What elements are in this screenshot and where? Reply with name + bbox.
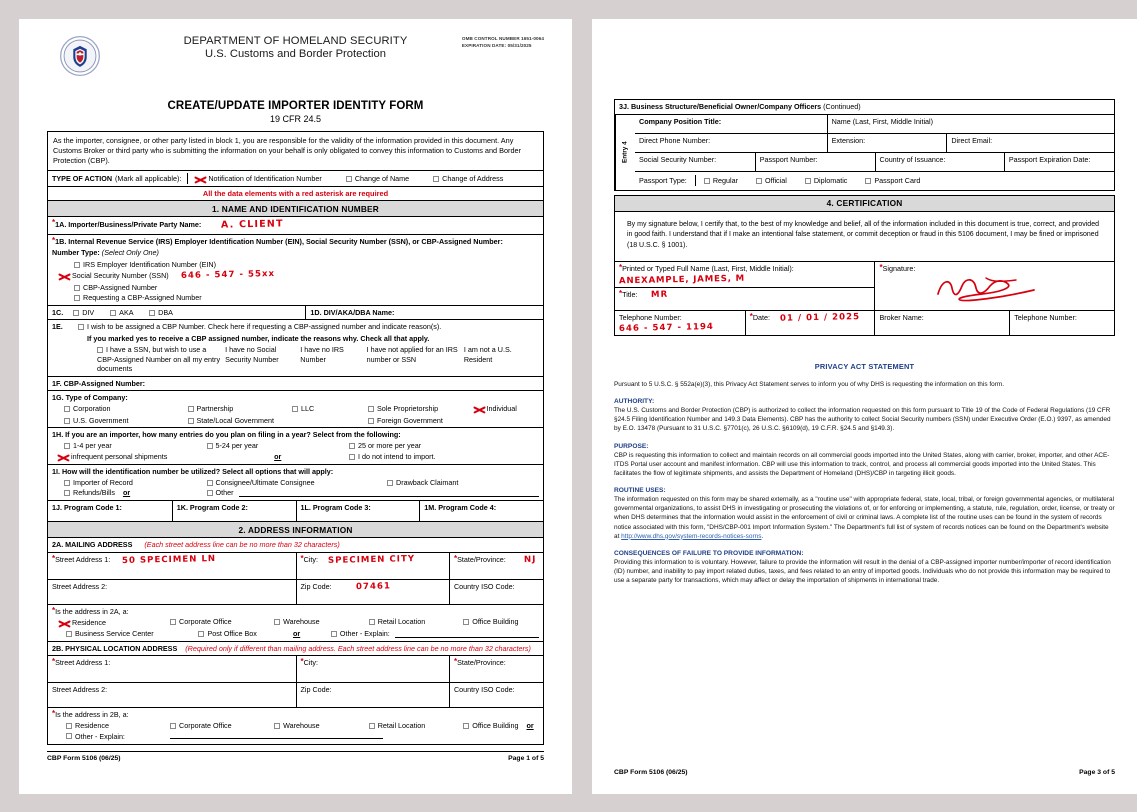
action-option-notification[interactable]: Notification of Identification Number xyxy=(208,173,322,183)
passport-type-official[interactable]: Official xyxy=(764,175,787,185)
form-cfr-reference: 19 CFR 24.5 xyxy=(269,114,322,124)
checkbox-warehouse-2b[interactable] xyxy=(274,723,280,729)
dhs-seal-icon xyxy=(59,35,101,77)
field-1e-text: I wish to be assigned a CBP Number. Check here if requesting a CBP-assigned number and indicate reason(s). xyxy=(87,322,442,332)
certification-name-row: *Printed or Typed Full Name (Last, First, Middle Initial): ANEXAMPLE, JAMES, M *Title: MR *Signature: xyxy=(615,261,1114,310)
field-1i-or: or xyxy=(122,488,131,498)
use-refunds-bills[interactable]: Refunds/Bills xyxy=(73,488,115,498)
section-4-table xyxy=(614,195,1115,337)
field-2a-or: or xyxy=(293,629,301,639)
checkbox-do-not-import[interactable] xyxy=(349,454,355,460)
consequences-body: Providing this information to is voluntary. However, failure to provide the information will result in the denial of a CBP-assigned importer number/importer of record identification (ID) number, and inability to pay import related duties, taxes, and fees related to an entry of imported goods. Individuals who do not provide this information may be required to use a separate party for transactions, which may affect or delay the importation of shipments in international trade. xyxy=(614,558,1111,585)
mailing-state-value[interactable]: NJ xyxy=(523,554,537,565)
checkbox-ein[interactable] xyxy=(74,262,80,268)
checkbox-foreign-government[interactable] xyxy=(368,418,374,424)
field-1c-label: 1C. xyxy=(52,307,64,317)
cert-phone-value[interactable]: 646 - 547 - 1194 xyxy=(618,321,714,334)
program-code-1-label: 1J. Program Code 1: xyxy=(52,502,122,512)
company-type-foreign-government[interactable]: Foreign Government xyxy=(377,415,443,425)
section-3j-heading: 3J. Business Structure/Beneficial Owner/Company Officers xyxy=(619,102,822,111)
company-type-individual[interactable]: Individual xyxy=(486,404,517,414)
addr-type-other-2b[interactable]: Other - Explain: xyxy=(75,731,125,741)
broker-name-label: Broker Name: xyxy=(879,313,924,322)
passport-type-card[interactable]: Passport Card xyxy=(874,175,921,185)
number-type-hint: (Select Only One) xyxy=(101,248,159,258)
mailing-address-type-block: *Is the address in 2A, a: Residence Corporate Office Warehouse Retail Location Office Building Business Service Center Post Office Box or Other - Explain: xyxy=(48,604,543,641)
routine-uses-text-2: . xyxy=(761,532,764,540)
addr-type-corporate-2b[interactable]: Corporate Office xyxy=(179,720,232,730)
addr-type-corporate-2a[interactable]: Corporate Office xyxy=(179,617,232,627)
addr-type-residence-2a[interactable]: Residence xyxy=(72,617,106,627)
mailing-zip-label: Zip Code: xyxy=(300,581,332,591)
entries-5-24[interactable]: 5-24 per year xyxy=(215,440,259,450)
section-3j-continued: (Continued) xyxy=(823,102,861,111)
type-of-action-row xyxy=(48,170,543,186)
checkbox-cbp-assigned[interactable] xyxy=(74,285,80,291)
physical-city-label: City: xyxy=(303,658,318,668)
checkbox-passport-diplomatic[interactable] xyxy=(805,178,811,184)
checkbox-passport-regular[interactable] xyxy=(704,178,710,184)
field-2b-type-label: Is the address in 2B, a: xyxy=(55,710,129,720)
mailing-street2-label: Street Address 2: xyxy=(52,581,108,591)
checkbox-1e-request[interactable] xyxy=(78,324,84,330)
addr-other-input-2a[interactable] xyxy=(395,630,539,638)
x-mark-icon-individual xyxy=(473,404,486,415)
direct-phone-label[interactable]: Direct Phone Number: xyxy=(639,135,711,145)
physical-street1-label: Street Address 1: xyxy=(55,658,111,668)
form-page-1 xyxy=(19,19,572,794)
omb-control-block xyxy=(462,35,544,49)
mailing-state-label: State/Province: xyxy=(457,554,506,564)
passport-type-regular[interactable]: Regular xyxy=(712,175,738,185)
use-other-input[interactable] xyxy=(239,489,539,497)
physical-street2-label: Street Address 2: xyxy=(52,685,108,695)
action-option-change-of-name[interactable]: Change of Name xyxy=(354,173,410,183)
addr-type-residence-2b[interactable]: Residence xyxy=(75,720,109,730)
entries-do-not-import[interactable]: I do not intend to import. xyxy=(358,451,436,461)
footer-page-number-left: Page 1 of 5 xyxy=(508,754,544,762)
checkbox-change-of-address[interactable] xyxy=(433,176,439,182)
omb-expiration-date: EXPIRATION DATE: 05/31/2025 xyxy=(461,43,532,49)
entries-infrequent[interactable]: infrequent personal shipments xyxy=(71,451,168,461)
addr-type-warehouse-2a[interactable]: Warehouse xyxy=(283,617,320,627)
checkbox-aka[interactable] xyxy=(110,310,116,316)
cert-name-label: Printed or Typed Full Name (Last, First, Middle Initial): xyxy=(622,264,794,273)
addr-type-warehouse-2b[interactable]: Warehouse xyxy=(283,720,320,730)
mailing-zip-value[interactable]: 07461 xyxy=(355,580,391,592)
officer-name-label[interactable]: Name (Last, First, Middle Initial) xyxy=(827,115,1114,133)
field-1a-row: *1A. Importer/Business/Private Party Name: A. CLIENT xyxy=(52,218,285,231)
field-1b-ssn-value[interactable]: 646 - 547 - 55xx xyxy=(180,269,275,282)
company-type-state-local[interactable]: State/Local Government xyxy=(196,415,275,425)
physical-address-type-block: *Is the address in 2B, a: Residence Corporate Office Warehouse Retail Location Office Building or Other - Explain: xyxy=(48,707,543,744)
addr-other-input-2b[interactable] xyxy=(170,731,383,739)
addr-type-other-2a[interactable]: Other - Explain: xyxy=(339,629,390,639)
red-asterisk-notice: All the data elements with a red asterisk are required xyxy=(48,186,543,200)
x-mark-icon-infrequent xyxy=(57,451,70,462)
x-mark-icon-residence-2a xyxy=(58,617,71,628)
passport-expiration-label[interactable]: Passport Expiration Date: xyxy=(1004,153,1114,171)
mailing-country-label: Country ISO Code: xyxy=(453,581,515,591)
checkbox-entries-25-plus[interactable] xyxy=(349,443,355,449)
checkbox-state-local-government[interactable] xyxy=(188,418,194,424)
field-1a-label: 1A. Importer/Business/Private Party Name: xyxy=(55,220,202,230)
certification-statement-row xyxy=(615,212,1114,262)
field-1g-block xyxy=(48,390,543,427)
checkbox-retail-2a[interactable] xyxy=(369,619,375,625)
field-2a-note: (Each street address line can be no more than 32 characters) xyxy=(144,540,340,550)
checkbox-refunds-bills[interactable] xyxy=(64,490,70,496)
certification-statement: By my signature below, I certify that, to the best of my knowledge and belief, all of the information included in this document is true, correct, and provided in good faith. I understand that if I make an intentional false statement, or commit deception or fraud in this 5106 document, I may be fined or imprisoned (18 U.S.C. § 1001). xyxy=(627,220,1099,249)
checkbox-dba[interactable] xyxy=(149,310,155,316)
section-3j-heading-row xyxy=(615,100,1114,114)
checkbox-other-2a[interactable] xyxy=(331,631,337,637)
form-header xyxy=(47,29,544,91)
cert-date-label: Date: xyxy=(752,313,771,322)
field-1b-block: *1B. Internal Revenue Service (IRS) Employer Identification Number (EIN), Social Security Number (SSN), or CBP-Assigned Number: Number Type: (Select Only One) IRS Employer Identification Number (EIN) Social Security Number (SSN) 646 - 547 - 55xx CBP-Assigned Number Requesting a CBP-Assigned Number xyxy=(48,234,543,305)
field-1h-or: or xyxy=(274,451,282,461)
section-2-heading: 2. ADDRESS INFORMATION xyxy=(48,521,543,538)
officer-ssn-label[interactable]: Social Security Number: xyxy=(639,154,717,164)
consequences-heading: CONSEQUENCES OF FAILURE TO PROVIDE INFORMATION: xyxy=(614,549,804,557)
agency-name-line2: U.S. Customs and Border Protection xyxy=(205,48,386,60)
checkbox-llc[interactable] xyxy=(292,406,298,412)
privacy-act-intro: Pursuant to 5 U.S.C. § 552a(e)(3), this Privacy Act Statement serves to inform you of why DHS is requesting the information on this form. xyxy=(614,381,1004,388)
option-dba[interactable]: DBA xyxy=(158,307,173,317)
entries-25-plus[interactable]: 25 or more per year xyxy=(358,440,422,450)
program-code-2-label: 1K. Program Code 2: xyxy=(176,502,248,512)
checkbox-office-building-2b[interactable] xyxy=(463,723,469,729)
cert-signature-label: Signature: xyxy=(882,264,916,273)
checkbox-requesting-cbp[interactable] xyxy=(74,295,80,301)
checkbox-change-of-name[interactable] xyxy=(346,176,352,182)
physical-country-label: Country ISO Code: xyxy=(453,685,515,695)
field-1e-subheading: If you marked yes to receive a CBP assigned number, indicate the reasons why. Check all that apply. xyxy=(87,333,430,343)
use-importer-of-record[interactable]: Importer of Record xyxy=(73,477,133,487)
omb-control-number: OMB CONTROL NUMBER 1651-0064 xyxy=(461,36,544,41)
checkbox-other-use[interactable] xyxy=(207,490,213,496)
company-type-partnership[interactable]: Partnership xyxy=(196,403,234,413)
physical-state-label: State/Province: xyxy=(457,658,506,668)
number-type-requesting-cbp[interactable]: Requesting a CBP-Assigned Number xyxy=(83,293,202,303)
mailing-address-line1-row: *Street Address 1: 50 SPECIMEN LN *City: SPECIMEN CITY *State/Province: NJ xyxy=(48,552,543,579)
routine-uses-heading: ROUTINE USES: xyxy=(614,487,666,495)
checkbox-po-box-2a[interactable] xyxy=(198,631,204,637)
reason-1[interactable]: I have a SSN, but wish to use a CBP-Assigned Number on all my entry documents xyxy=(97,345,221,374)
checkbox-importer-of-record[interactable] xyxy=(64,480,70,486)
number-type-cbp-assigned[interactable]: CBP-Assigned Number xyxy=(83,282,158,292)
checkbox-other-2b[interactable] xyxy=(66,733,72,739)
mailing-street1-label: Street Address 1: xyxy=(55,554,111,564)
physical-zip-label: Zip Code: xyxy=(300,685,332,695)
checkbox-residence-2b[interactable] xyxy=(66,723,72,729)
section-3j-table xyxy=(614,99,1115,191)
agency-name-line1: DEPARTMENT OF HOMELAND SECURITY xyxy=(183,35,408,47)
number-type-label: Number Type: xyxy=(52,248,100,258)
cert-title-label: Title: xyxy=(622,290,638,299)
form-title: CREATE/UPDATE IMPORTER IDENTITY FORM xyxy=(167,100,424,112)
cert-date-value[interactable]: 01 / 01 / 2025 xyxy=(779,312,861,324)
cert-phone-label: Telephone Number: xyxy=(619,313,682,322)
certification-contact-row: Telephone Number: 646 - 547 - 1194 *Date: 01 / 01 / 2025 Broker Name: Telephone Number: xyxy=(615,310,1114,335)
checkbox-partnership[interactable] xyxy=(188,406,194,412)
checkbox-corporate-office-2a[interactable] xyxy=(170,619,176,625)
option-aka[interactable]: AKA xyxy=(119,307,134,317)
use-other[interactable]: Other xyxy=(215,488,234,498)
field-2a-type-label: Is the address in 2A, a: xyxy=(55,606,129,616)
dhs-sorn-link[interactable]: http://www.dhs.gov/system-records-notices-sorns xyxy=(621,532,762,540)
field-2a-label: 2A. MAILING ADDRESS xyxy=(52,540,133,550)
field-1h-label: 1H. If you are an importer, how many entries do you plan on filing in a year? Select from the following: xyxy=(52,430,401,440)
checkbox-sole-proprietorship[interactable] xyxy=(368,406,374,412)
physical-address-label-row xyxy=(48,641,543,656)
field-1h-block xyxy=(48,427,543,464)
checkbox-corporate-office-2b[interactable] xyxy=(170,723,176,729)
reason-2[interactable]: I have no Social Security Number xyxy=(225,345,279,364)
broker-phone-label: Telephone Number: xyxy=(1014,313,1077,322)
program-codes-row xyxy=(48,500,543,522)
mailing-city-label: City: xyxy=(303,554,318,564)
mailing-address-line2-row xyxy=(48,579,543,604)
program-code-3-label: 1L. Program Code 3: xyxy=(300,502,371,512)
cert-title-value[interactable]: MR xyxy=(651,289,669,301)
field-1b-label: 1B. Internal Revenue Service (IRS) Employer Identification Number (EIN), Social Security Number (SSN), or CBP-Assigned Number: xyxy=(55,236,503,246)
field-2b-note: (Required only if different than mailing address. Each street address line can be no more than 32 characters) xyxy=(185,643,531,653)
mailing-city-value[interactable]: SPECIMEN CITY xyxy=(327,553,416,566)
mailing-address-label-row xyxy=(48,538,543,552)
type-of-action-label: TYPE OF ACTION xyxy=(52,173,113,183)
field-1f-label: 1F. CBP-Assigned Number: xyxy=(52,378,146,388)
field-1e-block xyxy=(48,319,543,376)
field-2b-or: or xyxy=(526,720,534,730)
purpose-heading: PURPOSE: xyxy=(614,442,649,450)
field-1i-label: 1I. How will the identification number be utilized? Select all options that will apply: xyxy=(52,467,334,477)
mailing-street1-value[interactable]: 50 SPECIMEN LN xyxy=(122,553,217,566)
checkbox-retail-2b[interactable] xyxy=(369,723,375,729)
passport-type-label: Passport Type: xyxy=(639,175,687,185)
section-1-heading: 1. NAME AND IDENTIFICATION NUMBER xyxy=(48,200,543,217)
section-4-heading: 4. CERTIFICATION xyxy=(615,196,1114,212)
checkbox-div[interactable] xyxy=(73,310,79,316)
purpose-body: CBP is requesting this information to collect and maintain records on all commercial goods imported into the United States, along with carrier, broker, importer, and other ACE-ITDS Portal user account and manifest information. CBP will use this information to track, control, and process all commercial goods imported into the United States. This facilitates the flow of legitimate shipments, and assists the Department of Homeland (DHS)/CBP in targeting illicit goods. xyxy=(614,451,1110,477)
option-div[interactable]: DIV xyxy=(82,307,95,317)
intro-paragraph: As the importer, consignee, or other party listed in block 1, you are responsible for the validity of the information provided in this document. Any Customs Broker or third party who is submitting the information on your behalf is only obligated to convey this information to Customs and Border Protection (CBP). xyxy=(53,136,522,166)
field-1i-block xyxy=(48,464,543,500)
checkbox-entries-5-24[interactable] xyxy=(207,443,213,449)
entry-4-tab: Entry 4 xyxy=(615,115,635,190)
routine-uses-text-1: The information requested on this form may be shared externally, as a "routine use" with appropriate federal, state, local, tribal, or foreign governmental agencies, or multilateral governmental organizations, to assist DHS in investigating or prosecuting the violations of, or for enforcing or implementing, a statute, rule, regulation, order, license, or treaty or when DHS determines that the information would assist in the enforcement of civil or criminal laws. A complete list of the routine uses can be found in the system of records notice associated with this form, "DHS/CBP-001 Import Information System." The Department's full list of system of records notices can be found on the Department's website at xyxy=(614,496,1115,540)
company-type-us-government[interactable]: U.S. Government xyxy=(73,415,129,425)
x-mark-icon-ssn xyxy=(58,270,71,281)
form-page-3 xyxy=(592,19,1137,794)
addr-type-po-box-2a[interactable]: Post Office Box xyxy=(207,629,257,639)
company-type-sole-proprietorship[interactable]: Sole Proprietorship xyxy=(377,403,439,413)
type-of-action-hint: (Mark all applicable): xyxy=(115,173,182,183)
checkbox-consignee[interactable] xyxy=(207,480,213,486)
authority-body: The U.S. Customs and Border Protection (CBP) is authorized to collect the information requested on this form pursuant to Title 19 of the Code of Federal Regulations (19 CFR §24.5 Filing Identification Number and 149.3 Data Elements). CBP has the authority to collect Social Security numbers (SSN) under Executive Order (E.O.) 9397, as amended by E.O. 13478 (Pursuant to 31 U.S.C. §7701(c), 26 U.S.C. §6109(d), 19 C.F.R. §24.5 and §149.3). xyxy=(614,407,1111,433)
footer-form-id-left: CBP Form 5106 (06/25) xyxy=(47,754,121,762)
action-option-change-of-address[interactable]: Change of Address xyxy=(442,173,504,183)
number-type-ssn[interactable]: Social Security Number (SSN) xyxy=(72,271,169,281)
checkbox-business-service-2a[interactable] xyxy=(66,631,72,637)
passport-type-diplomatic[interactable]: Diplomatic xyxy=(813,175,848,185)
addr-type-business-service-2a[interactable]: Business Service Center xyxy=(75,629,154,639)
addr-type-retail-2a[interactable]: Retail Location xyxy=(377,617,426,627)
field-2b-label: 2B. PHYSICAL LOCATION ADDRESS xyxy=(52,643,178,653)
footer-page-1 xyxy=(47,751,544,762)
addr-type-office-building-2a[interactable]: Office Building xyxy=(472,617,519,627)
extension-label[interactable]: Extension: xyxy=(827,134,947,152)
field-1c-1d-row xyxy=(48,305,543,320)
field-1g-label: 1G. Type of Company: xyxy=(52,393,128,403)
use-drawback-claimant[interactable]: Drawback Claimant xyxy=(396,477,459,487)
addr-type-office-building-2b[interactable]: Office Building xyxy=(472,720,519,730)
checkbox-passport-card[interactable] xyxy=(865,178,871,184)
checkbox-office-building-2a[interactable] xyxy=(463,619,469,625)
cert-name-value[interactable]: ANEXAMPLE, JAMES, M xyxy=(618,273,745,286)
checkbox-corporation[interactable] xyxy=(64,406,70,412)
x-mark-icon-notification xyxy=(194,173,207,184)
position-title-label[interactable]: Company Position Title: xyxy=(639,116,722,126)
company-type-llc[interactable]: LLC xyxy=(301,403,315,413)
checkbox-us-government[interactable] xyxy=(64,418,70,424)
footer-page-3 xyxy=(614,766,1115,776)
footer-form-id-right: CBP Form 5106 (06/25) xyxy=(614,769,688,776)
reason-4[interactable]: I have not applied for an IRS number or SSN xyxy=(366,345,458,364)
field-1d-label: 1D. DIV/AKA/DBA Name: xyxy=(310,307,395,317)
checkbox-entries-1-4[interactable] xyxy=(64,443,70,449)
form-body-table xyxy=(47,131,544,745)
entries-1-4[interactable]: 1-4 per year xyxy=(73,440,112,450)
privacy-act-title: PRIVACY ACT STATEMENT xyxy=(814,362,915,371)
field-1e-label: 1E. xyxy=(52,322,63,332)
footer-page-number-right: Page 3 of 5 xyxy=(1079,769,1115,776)
use-consignee[interactable]: Consignee/Ultimate Consignee xyxy=(215,477,315,487)
physical-address-line1-row: *Street Address 1: *City: *State/Province: xyxy=(48,655,543,682)
passport-number-label[interactable]: Passport Number: xyxy=(755,153,875,171)
checkbox-drawback-claimant[interactable] xyxy=(387,480,393,486)
section-3j-entry-body xyxy=(615,114,1114,190)
company-type-corporation[interactable]: Corporation xyxy=(73,403,111,413)
number-type-ein[interactable]: IRS Employer Identification Number (EIN) xyxy=(83,259,217,269)
field-1f-row xyxy=(48,376,543,391)
physical-address-line2-row xyxy=(48,682,543,707)
reason-3[interactable]: I have no IRS Number xyxy=(300,345,344,364)
addr-type-retail-2b[interactable]: Retail Location xyxy=(377,720,426,730)
country-issuance-label[interactable]: Country of Issuance: xyxy=(875,153,1004,171)
direct-email-label[interactable]: Direct Email: xyxy=(946,134,1114,152)
checkbox-reason-1[interactable] xyxy=(97,347,103,353)
signature-mark[interactable] xyxy=(930,272,1060,304)
program-code-4-label: 1M. Program Code 4: xyxy=(424,502,497,512)
checkbox-passport-official[interactable] xyxy=(756,178,762,184)
authority-heading: AUTHORITY: xyxy=(614,398,655,406)
routine-uses-body xyxy=(614,495,1115,541)
checkbox-warehouse-2a[interactable] xyxy=(274,619,280,625)
reason-5[interactable]: I am not a U.S. Resident xyxy=(463,345,512,364)
field-1a-value[interactable]: A. CLIENT xyxy=(221,218,285,231)
